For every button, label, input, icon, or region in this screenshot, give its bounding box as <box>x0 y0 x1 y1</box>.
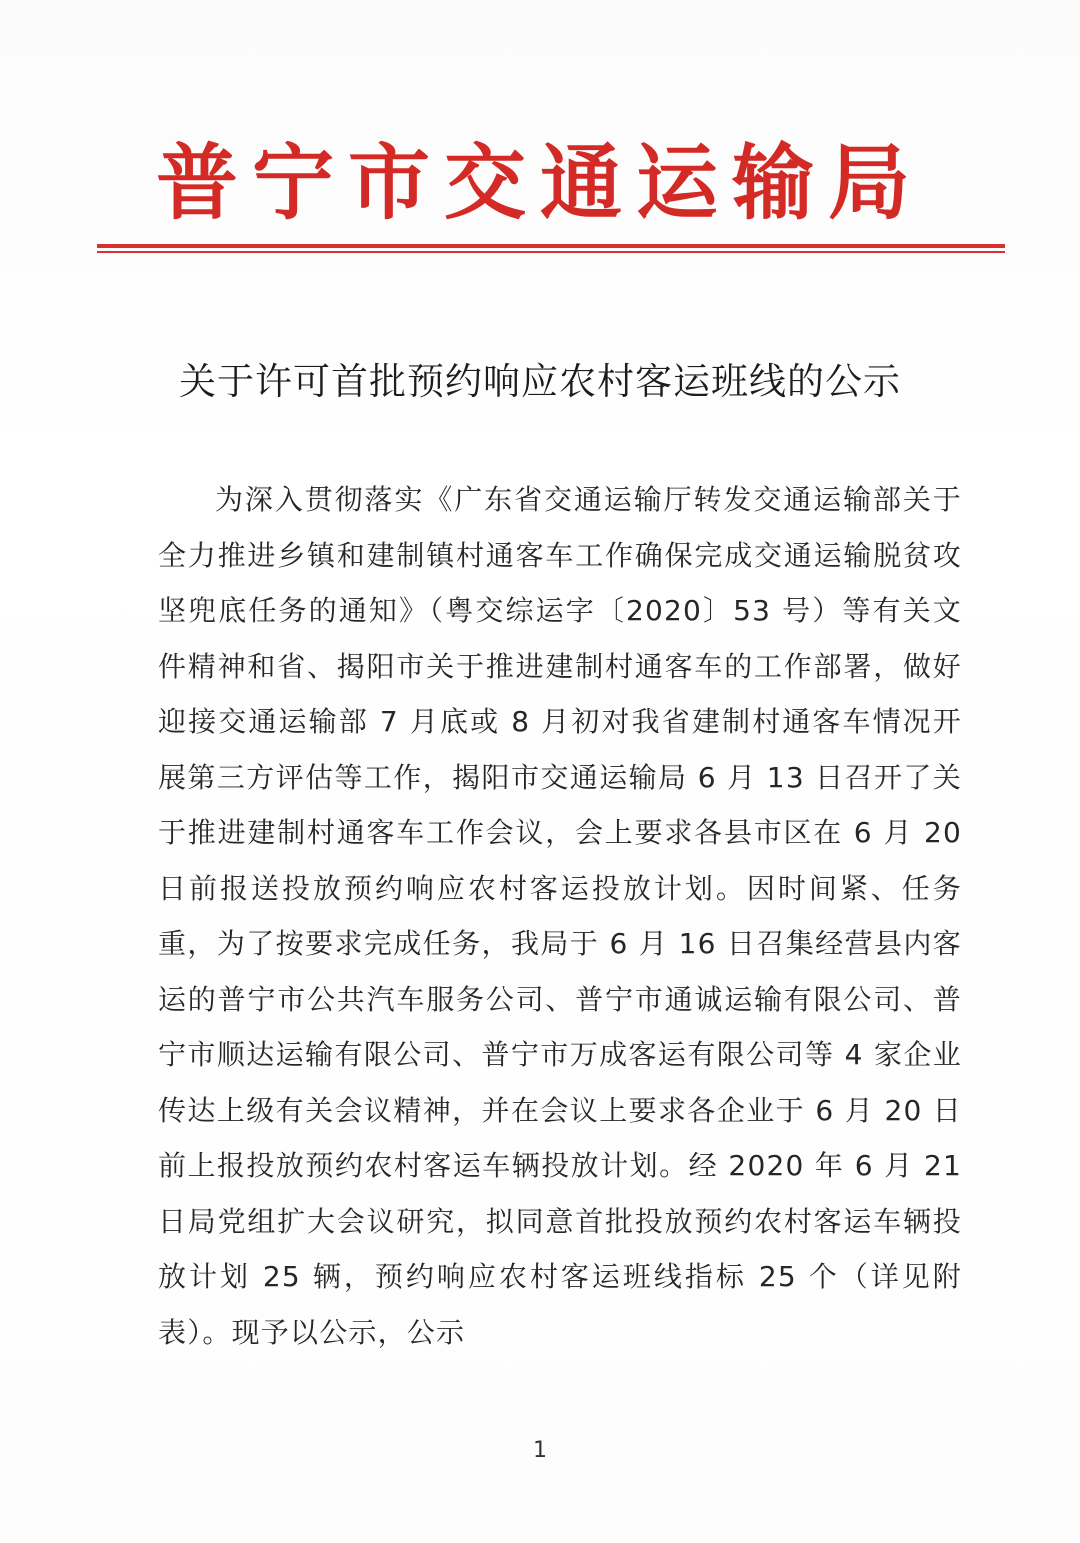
letterhead-red-rule-thin <box>97 251 1005 253</box>
body-paragraph: 为深入贯彻落实《广东省交通运输厅转发交通运输部关于全力推进乡镇和建制镇村通客车工作确保完成交通运输脱贫攻坚兜底任务的通知》（粤交综运字〔2020〕53 号）等有关文件精神和省、揭阳市关于推进建制村通客车的工作部署，做好迎接交通运输部 7 月底或 8 月初对我省建制村通客车情况开展第三方评估等工作，揭阳市交通运输局 6 月 13 日召开了关于推进建制村通客车工作会议，会上要求各县市区在 6 月 20 日前报送投放预约响应农村客运投放计划。因时间紧、任务重，为了按要求完成任务，我局于 6 月 16 日召集经营县内客运的普宁市公共汽车服务公司、普宁市通诚运输有限公司、普宁市顺达运输有限公司、普宁市万成客运有限公司等 4 家企业传达上级有关会议精神，并在会议上要求各企业于 6 月 20 日前上报投放预约农村客运车辆投放计划。经 2020 年 6 月 21 日局党组扩大会议研究，拟同意首批投放预约农村客运车辆投放计划 25 辆，预约响应农村客运班线指标 25 个（详见附表）。现予以公示，公示 <box>158 483 962 1349</box>
document-title: 关于许可首批预约响应农村客运班线的公示 <box>179 360 901 403</box>
page-number: 1 <box>533 1438 547 1463</box>
letterhead-organization-name: 普宁市交通运输局 <box>155 135 924 231</box>
letterhead-red-rule-thick <box>97 244 1005 248</box>
